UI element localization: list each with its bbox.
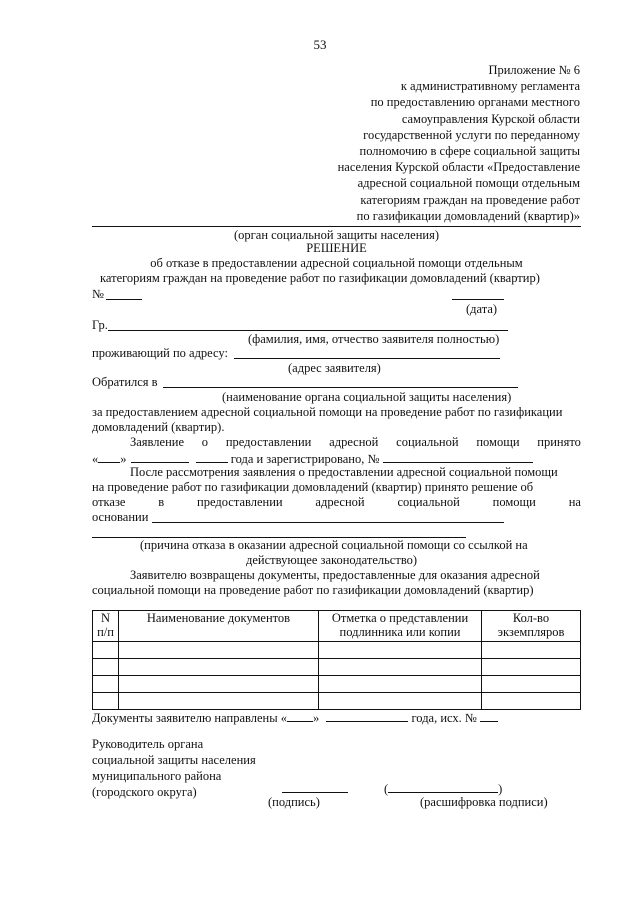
table-cell[interactable] — [482, 693, 581, 710]
decode-caption: (расшифровка подписи) — [420, 795, 548, 809]
table-header-row — [93, 611, 581, 642]
table-cell[interactable] — [93, 676, 119, 693]
purpose-text: за предоставлением адресной социальной помощи на проведение работ по газификации — [92, 405, 563, 419]
appendix-line: к административному регламента — [400, 79, 580, 94]
applied-label: Обратился в — [92, 375, 158, 389]
appendix-block — [280, 62, 580, 224]
sent-number-field[interactable] — [480, 709, 498, 722]
decode-row: ( ) — [384, 782, 503, 796]
table-row — [93, 642, 581, 659]
reg-number-field[interactable] — [383, 450, 533, 463]
table-cell[interactable] — [482, 659, 581, 676]
table-header: Отметка о представлении подлинника или копии — [319, 611, 482, 642]
fio-caption: (фамилия, имя, отчество заявителя полностью) — [248, 332, 500, 346]
appendix-line: Приложение № 6 — [488, 63, 580, 77]
documents-table — [92, 610, 581, 710]
reg-year-field[interactable] — [196, 450, 228, 463]
head-block — [92, 736, 256, 800]
fio-field[interactable] — [108, 318, 508, 331]
number-field[interactable] — [106, 287, 142, 300]
address-label: проживающий по адресу: — [92, 346, 228, 360]
table-row — [93, 676, 581, 693]
appendix-line: самоуправления Курской области — [401, 111, 580, 126]
registration-row: « » года и зарегистрировано, № — [92, 450, 533, 467]
table-cell[interactable] — [93, 642, 119, 659]
signature-caption: (подпись) — [268, 795, 320, 809]
decision-subtitle: об отказе в предоставлении адресной социальной помощи отдельным — [150, 256, 523, 270]
appendix-line: по предоставлению органами местного — [370, 95, 580, 110]
table-cell[interactable] — [93, 693, 119, 710]
statement-text: Заявление о предоставлении адресной социальной помощи принято — [130, 435, 581, 449]
appendix-line: полномочию в сфере социальной защиты — [359, 144, 580, 159]
head-line: социальной защиты населения — [92, 753, 256, 767]
appendix-line: государственной услуги по переданному — [363, 127, 580, 142]
table-cell[interactable] — [119, 642, 319, 659]
table-cell[interactable] — [119, 676, 319, 693]
basis-label: основании — [92, 510, 149, 524]
page-number: 53 — [313, 37, 327, 52]
table-cell[interactable] — [319, 693, 482, 710]
table-cell[interactable] — [482, 676, 581, 693]
after-text: После рассмотрения заявления о предоставлении адресной социальной помощи — [130, 465, 558, 479]
table-cell[interactable] — [319, 676, 482, 693]
table-cell[interactable] — [319, 659, 482, 676]
citizen-label: Гр. — [92, 318, 108, 332]
reg-month-field[interactable] — [131, 450, 189, 463]
organ-name-caption: (наименование органа социальной защиты населения) — [222, 390, 512, 404]
reg-day-field[interactable] — [98, 450, 120, 463]
basis-field[interactable] — [152, 510, 504, 523]
organ-line[interactable] — [92, 226, 581, 227]
appendix-line: по газификации домовладений (квартир)» — [356, 208, 580, 223]
reason-caption: действующее законодательство) — [246, 553, 418, 567]
table-row — [93, 693, 581, 710]
decision-subtitle: категориям граждан на проведение работ по газификации домовладений (квартир) — [100, 271, 540, 285]
reason-caption: (причина отказа в оказании адресной социальной помощи со ссылкой на — [140, 538, 528, 552]
decision-title: РЕШЕНИЕ — [306, 241, 367, 255]
returned-text: Заявителю возвращены документы, предоставленные для оказания адресной — [130, 568, 540, 582]
purpose-text: домовладений (квартир). — [92, 420, 225, 434]
after-text: отказе в предоставлении адресной социальной помощи на — [92, 495, 581, 509]
sent-day-field[interactable] — [287, 709, 313, 722]
organ-caption: (орган социальной защиты населения) — [233, 228, 440, 242]
table-cell[interactable] — [119, 659, 319, 676]
sent-month-field[interactable] — [326, 709, 408, 722]
appendix-line: категориям граждан на проведение работ — [360, 192, 580, 207]
organ-name-field[interactable] — [163, 375, 518, 388]
signature-field[interactable] — [282, 780, 348, 793]
address-caption: (адрес заявителя) — [288, 361, 381, 375]
table-header: N п/п — [93, 611, 119, 642]
number-label: № — [92, 287, 104, 301]
table-cell[interactable] — [119, 693, 319, 710]
decode-field[interactable] — [388, 780, 498, 793]
table-header: Наименование документов — [119, 611, 319, 642]
date-field[interactable] — [452, 287, 504, 300]
table-cell[interactable] — [482, 642, 581, 659]
returned-text: социальной помощи на проведение работ по газификации домовладений (квартир) — [92, 583, 534, 597]
head-line: (городского округа) — [92, 785, 197, 799]
appendix-line: населения Курской области «Предоставление — [337, 160, 580, 175]
date-caption: (дата) — [466, 302, 498, 316]
table-row — [93, 659, 581, 676]
table-cell[interactable] — [319, 642, 482, 659]
table-cell[interactable] — [93, 659, 119, 676]
appendix-line: адресной социальной помощи отдельным — [357, 176, 580, 191]
address-field[interactable] — [234, 346, 500, 359]
sent-row: Документы заявителю направлены « » года, исх. № — [92, 709, 498, 726]
table-header: Кол-во экземпляров — [482, 611, 581, 642]
head-line: муниципального района — [92, 769, 222, 783]
after-text: на проведение работ по газификации домовладений (квартир) принято решение об — [92, 480, 534, 494]
head-line: Руководитель органа — [92, 737, 204, 751]
